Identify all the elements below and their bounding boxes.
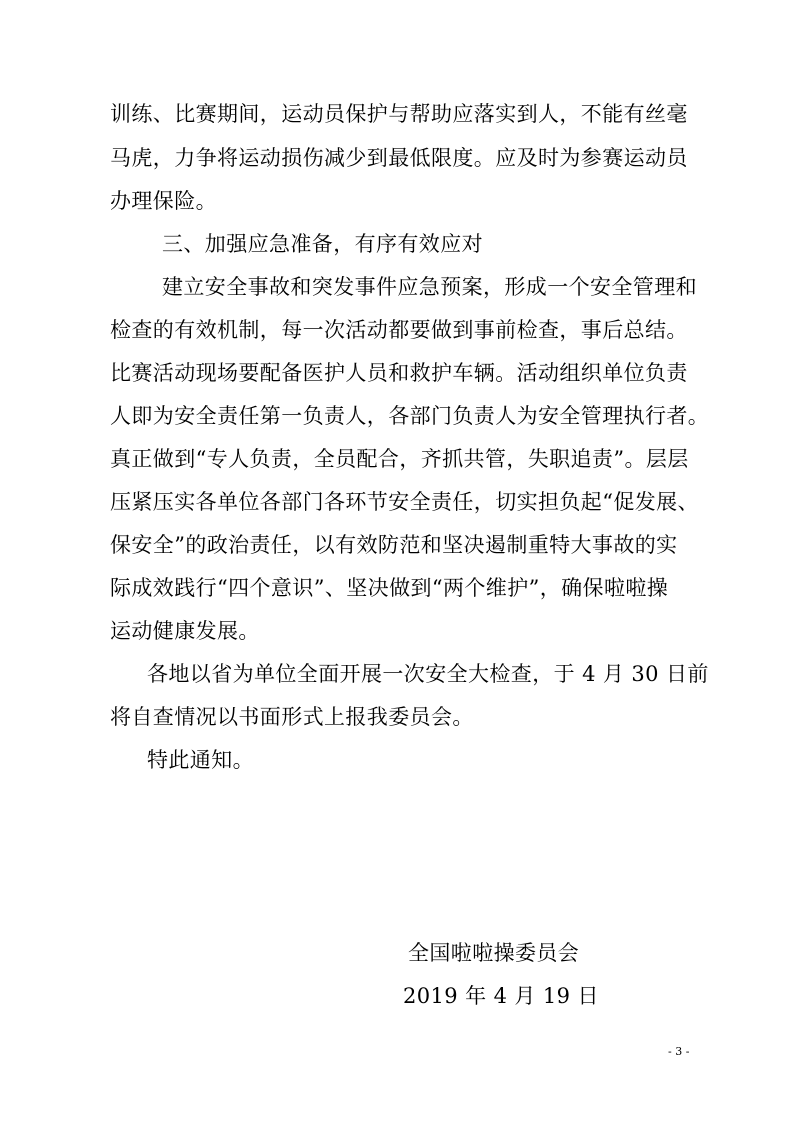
section-line-4: 人即为安全责任第一负责人，各部门负责人为安全管理执行者。 [110,404,710,428]
body-line-2: 马虎，力争将运动损伤减少到最低限度。应及时为参赛运动员 [110,146,688,170]
signature-org: 全国啦啦操委员会 [408,941,580,965]
inspection-line-1: 各地以省为单位全面开展一次安全大检查，于 4 月 30 日前 [147,662,709,686]
section-line-3: 比赛活动现场要配备医护人员和救护车辆。活动组织单位负责 [110,361,688,385]
section-line-8: 际成效践行“四个意识”、坚决做到“两个维护”，确保啦啦操 [110,576,669,600]
closing-text: 特此通知。 [147,748,254,772]
inspection-line-2: 将自查情况以书面形式上报我委员会。 [110,705,474,729]
page-number: - 3 - [668,1045,690,1058]
body-line-1: 训练、比赛期间，运动员保护与帮助应落实到人，不能有丝毫 [110,102,688,126]
section-line-1: 建立安全事故和突发事件应急预案，形成一个安全管理和 [162,275,697,299]
section-line-7: 保安全”的政治责任，以有效防范和坚决遏制重特大事故的实 [110,533,678,557]
section-line-6: 压紧压实各单位各部门各环节安全责任，切实担负起“促发展、 [110,490,699,514]
body-line-3: 办理保险。 [110,189,217,213]
section-line-2: 检查的有效机制，每一次活动都要做到事前检查，事后总结。 [110,318,688,342]
section-heading: 三、加强应急准备，有序有效应对 [162,232,483,256]
signature-date: 2019 年 4 月 19 日 [403,984,599,1008]
section-line-5: 真正做到“专人负责，全员配合，齐抓共管，失职追责”。层层 [110,447,689,471]
section-line-9: 运动健康发展。 [110,619,260,643]
